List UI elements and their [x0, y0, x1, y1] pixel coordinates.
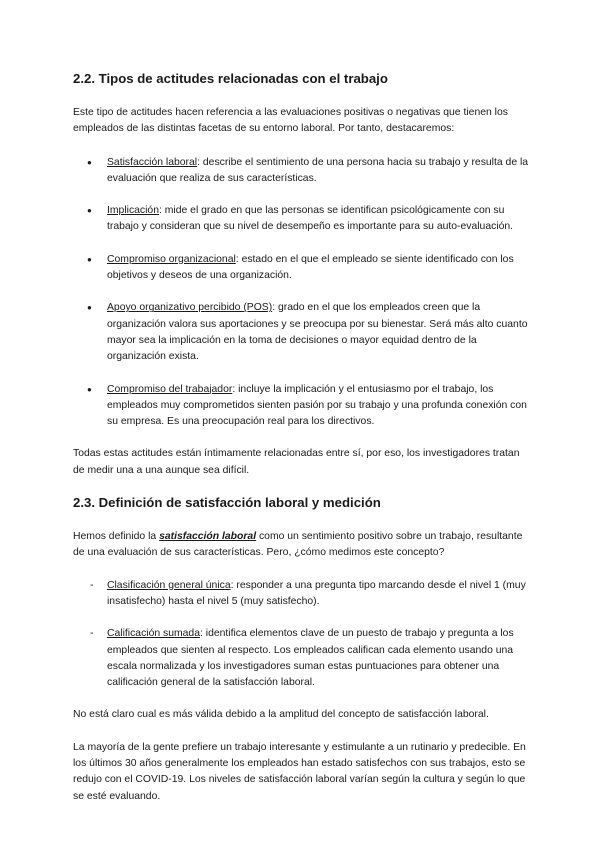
- section-2-2-closing: Todas estas actitudes están íntimamente relacionadas entre sí, por eso, los investigadores tratan de medir una a una aunque sea difícil.: [73, 448, 520, 476]
- list-item-term: Calificación sumada: [107, 628, 200, 640]
- list-item: [73, 203, 533, 236]
- attitudes-list: [73, 155, 533, 431]
- document-content: [73, 70, 533, 805]
- list-item: [73, 382, 533, 431]
- section-2-2-intro: Este tipo de actitudes hacen referencia a las evaluaciones positivas o negativas que tienen los empleados de las distintas facetas de su entorno laboral. Por tanto, destacaremos:: [73, 107, 508, 135]
- list-item-term: Compromiso del trabajador: [107, 383, 233, 395]
- list-item-text: : grado en el que los empleados creen que la organización valora sus aportaciones y se preocupa por su bienestar. Será más alto cuanto mayor sea la implicación en la toma de decisiones o mayor equidad dentro de la organización exista.: [107, 302, 528, 363]
- section-2-3-para1: No está claro cual es más válida debido a la amplitud del concepto de satisfacción laboral.: [73, 709, 489, 721]
- list-item: [73, 252, 533, 285]
- list-item: [73, 300, 533, 365]
- list-item-text: : describe el sentimiento de una persona hacia su trabajo y resulta de la evaluación que realiza de sus características.: [107, 156, 529, 184]
- intro-emphasis: satisfacción laboral: [159, 531, 257, 543]
- list-item-term: Satisfacción laboral: [107, 156, 198, 168]
- list-item: [73, 578, 533, 611]
- intro-text-before: Hemos definido la: [73, 531, 160, 543]
- list-item-term: Clasificación general única: [107, 579, 231, 591]
- list-item-term: Apoyo organizativo percibido (POS): [107, 302, 273, 314]
- section-heading-2-2: 2.2. Tipos de actitudes relacionadas con el trabajo: [73, 71, 388, 86]
- list-item-text: : estado en el que el empleado se siente identificado con los objetivos y deseos de una organización.: [107, 253, 514, 282]
- section-2-3-intro: [73, 529, 533, 562]
- list-item-term: Compromiso organizacional: [107, 253, 236, 265]
- list-item-text: : mide el grado en que las personas se identifican psicológicamente con su trabajo y consideran que su nivel de desempeño es importante para su auto-evaluación.: [107, 205, 514, 233]
- section-heading-2-3: 2.3. Definición de satisfacción laboral y medición: [73, 495, 381, 511]
- list-item: [73, 155, 533, 188]
- measurement-list: [73, 578, 533, 692]
- intro-text-after: como un sentimiento positivo sobre un trabajo, resultante de una evaluación de sus características. Pero, ¿cómo medimos este concepto?: [73, 531, 523, 559]
- list-item-text: : incluye la implicación y el entusiasmo por el trabajo, los empleados muy comprometidos sienten pasión por su trabajo y una profunda conexión con su empresa. Es una preocupación real para los directivos.: [107, 383, 527, 428]
- list-item-text: : responder a una pregunta tipo marcando desde el nivel 1 (muy insatisfecho) hasta el nivel 5 (muy satisfecho).: [107, 579, 526, 607]
- list-item-term: Implicación: [107, 205, 159, 217]
- list-item-text: : identifica elementos clave de un puesto de trabajo y pregunta a los empleados que sienten al respecto. Los empleados califican cada elemento usando una escala normalizada y los investigadores suman estas puntuaciones para obtener una calificación general de la satisfacción laboral.: [107, 628, 514, 689]
- section-2-3-para2: La mayoría de la gente prefiere un trabajo interesante y estimulante a un rutinario y predecible. En los últimos 30 años generalmente los empleados han estado satisfechos con sus trabajos, esto se redujo con el COVID-19. Los niveles de satisfacción laboral varían según la cultura y según lo que se esté evaluando.: [73, 741, 526, 802]
- list-item: [73, 626, 533, 691]
